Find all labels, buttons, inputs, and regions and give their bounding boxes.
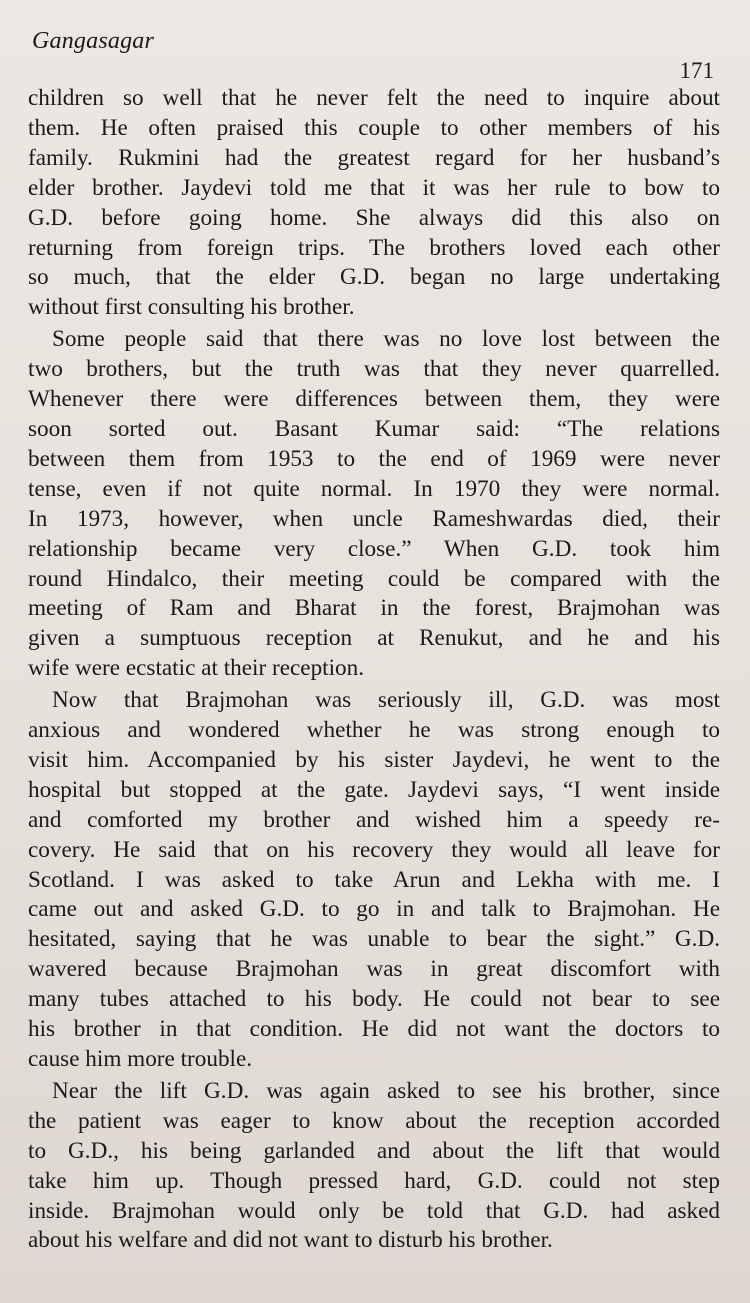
paragraph <box>28 1077 720 1256</box>
paragraph <box>28 686 720 1075</box>
text-line: two brothers, but the truth was that they never quarrelled. <box>28 356 720 383</box>
text-line: and comforted my brother and wished him a speedy re- <box>28 806 720 833</box>
text-line: G.D. before going home. She always did this also on <box>28 204 720 231</box>
paragraph <box>28 325 720 684</box>
text-line: came out and asked G.D. to go in and talk to Brajmohan. He <box>28 896 720 923</box>
text-line: anxious and wondered whether he was strong enough to <box>28 717 720 744</box>
text-line: without first consulting his brother. <box>28 294 355 321</box>
text-line: hospital but stopped at the gate. Jaydevi says, “I went inside <box>28 776 720 803</box>
text-line: Whenever there were differences between them, they were <box>28 386 720 413</box>
text-line: elder brother. Jaydevi told me that it was her rule to bow to <box>28 174 720 201</box>
text-line: wavered because Brajmohan was in great discomfort with <box>28 956 720 983</box>
text-line: between them from 1953 to the end of 1969 were never <box>28 445 720 472</box>
text-line: Near the lift G.D. was again asked to see his brother, since <box>52 1077 720 1104</box>
text-line: tense, even if not quite normal. In 1970 they were normal. <box>28 475 720 502</box>
text-line: relationship became very close.” When G.D. took him <box>28 535 720 562</box>
text-line: family. Rukmini had the greatest regard for her husband’s <box>28 144 720 171</box>
text-line: visit him. Accompanied by his sister Jaydevi, he went to the <box>28 746 720 773</box>
text-line: In 1973, however, when uncle Rameshwardas died, their <box>28 505 720 532</box>
text-line: inside. Brajmohan would only be told that G.D. had asked <box>28 1197 720 1224</box>
text-line: Scotland. I was asked to take Arun and Lekha with me. I <box>28 866 720 893</box>
text-line: children so well that he never felt the need to inquire about <box>28 85 720 111</box>
text-line: Some people said that there was no love lost between the <box>52 326 720 353</box>
text-line: the patient was eager to know about the reception accorded <box>28 1107 720 1134</box>
text-line: about his welfare and did not want to disturb his brother. <box>28 1227 553 1254</box>
text-line: covery. He said that on his recovery they would all leave for <box>28 836 720 863</box>
paragraph <box>28 84 720 323</box>
text-line: take him up. Though pressed hard, G.D. could not step <box>28 1167 720 1194</box>
page-number: 171 <box>679 58 714 83</box>
text-line: to G.D., his being garlanded and about the lift that would <box>28 1137 720 1164</box>
text-line: wife were ecstatic at their reception. <box>28 655 365 682</box>
running-head: Gangasagar <box>32 28 155 54</box>
text-line: them. He often praised this couple to other members of his <box>28 114 720 141</box>
text-line: hesitated, saying that he was unable to bear the sight.” G.D. <box>28 926 720 953</box>
text-line: meeting of Ram and Bharat in the forest, Brajmohan was <box>28 595 720 622</box>
text-line: given a sumptuous reception at Renukut, and he and his <box>28 625 720 652</box>
text-line: so much, that the elder G.D. began no large undertaking <box>28 264 720 291</box>
text-line: cause him more trouble. <box>28 1046 253 1072</box>
text-line: many tubes attached to his body. He could not bear to see <box>28 986 720 1013</box>
text-line: returning from foreign trips. The brothers loved each other <box>28 234 720 261</box>
text-line: round Hindalco, their meeting could be compared with the <box>28 565 720 592</box>
body-text <box>28 84 720 1256</box>
text-line: soon sorted out. Basant Kumar said: “The relations <box>28 415 720 442</box>
text-line: Now that Brajmohan was seriously ill, G.D. was most <box>52 687 720 714</box>
text-line: his brother in that condition. He did not want the doctors to <box>28 1016 720 1043</box>
